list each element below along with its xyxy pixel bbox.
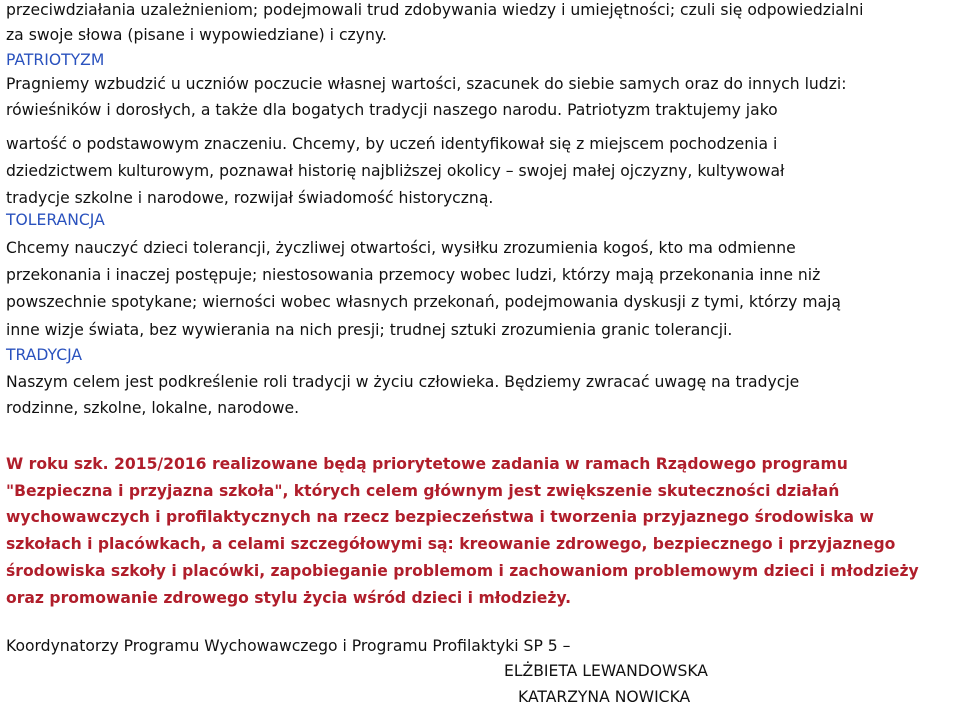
program-line-1: W roku szk. 2015/2016 realizowane będą priorytetowe zadania w ramach Rządowego programu [6,455,848,473]
tolerancja-line-1: Chcemy nauczyć dzieci tolerancji, życzliwej otwartości, wysiłku zrozumienia kogoś, kto ma odmienne [6,239,796,257]
program-line-4: szkołach i placówkach, a celami szczegółowymi są: kreowanie zdrowego, bezpiecznego i przyjaznego [6,535,896,553]
program-line-2: "Bezpieczna i przyjazna szkoła", których celem głównym jest zwiększenie skuteczności działań [6,482,840,500]
section-heading-tolerancja: TOLERANCJA [6,211,105,229]
coordinators-title: Koordynatorzy Programu Wychowawczego i Programu Profilaktyki SP 5 – [6,637,571,655]
patriotyzm-line-3: wartość o podstawowym znaczeniu. Chcemy, by uczeń identyfikował się z miejscem pochodzenia i [6,135,778,153]
patriotyzm-line-5: tradycje szkolne i narodowe, rozwijał świadomość historyczną. [6,189,494,207]
patriotyzm-line-1: Pragniemy wzbudzić u uczniów poczucie własnej wartości, szacunek do siebie samych oraz do innych ludzi: [6,75,847,93]
tradycja-line-2: rodzinne, szkolne, lokalne, narodowe. [6,399,300,417]
program-line-6: oraz promowanie zdrowego stylu życia wśród dzieci i młodzieży. [6,589,572,607]
coordinator-name-1: ELŻBIETA LEWANDOWSKA [504,662,708,680]
intro-line-2: za swoje słowa (pisane i wypowiedziane) i czyny. [6,26,387,44]
section-heading-tradycja: TRADYCJA [6,346,83,364]
coordinator-name-2: KATARZYNA NOWICKA [518,688,691,706]
tolerancja-line-2: przekonania i inaczej postępuje; niestosowania przemocy wobec ludzi, którzy mają przekonania inne niż [6,266,821,284]
section-heading-patriotyzm: PATRIOTYZM [6,51,105,69]
tolerancja-line-4: inne wizje świata, bez wywierania na nich presji; trudnej sztuki zrozumienia granic tolerancji. [6,321,733,339]
program-line-3: wychowawczych i profilaktycznych na rzecz bezpieczeństwa i tworzenia przyjaznego środowiska w [6,508,874,526]
tradycja-line-1: Naszym celem jest podkreślenie roli tradycji w życiu człowieka. Będziemy zwracać uwagę na tradycje [6,373,800,391]
patriotyzm-line-2: rówieśników i dorosłych, a także dla bogatych tradycji naszego narodu. Patriotyzm traktujemy jako [6,101,778,119]
program-line-5: środowiska szkoły i placówki, zapobieganie problemom i zachowaniom problemowym dzieci i młodzieży [6,562,919,580]
tolerancja-line-3: powszechnie spotykane; wierności wobec własnych przekonań, podejmowania dyskusji z tymi, którzy mają [6,293,841,311]
intro-line-1: przeciwdziałania uzależnieniom; podejmowali trud zdobywania wiedzy i umiejętności; czuli się odpowiedzialni [6,1,864,19]
patriotyzm-line-4: dziedzictwem kulturowym, poznawał historię najbliższej okolicy – swojej małej ojczyzny, kultywował [6,162,785,180]
